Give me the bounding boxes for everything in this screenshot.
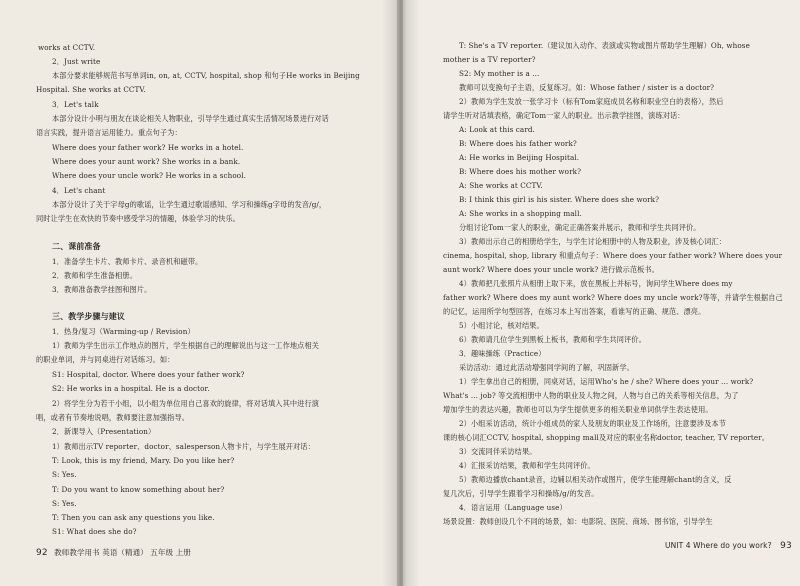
text-line: 2）将学生分为若干小组，以小组为单位用自己喜欢的旋律，将对话填入其中进行演 <box>52 399 320 408</box>
text-line: 5）小组讨论，核对结果。 <box>459 321 544 330</box>
text-line: 3）教师出示自己的相册给学生，与学生讨论相册中的人物及职业，涉及核心词汇： <box>459 237 727 246</box>
text-line: 3．教师准备教学挂图和图片。 <box>52 285 152 294</box>
text-line: A: She works in a shopping mall. <box>459 209 582 218</box>
text-line: 分组讨论Tom一家人的职业，确定正确答案并展示，教师和学生共同评价。 <box>459 223 701 232</box>
text-line: S2: He works in a hospital. He is a doctor. <box>52 384 210 393</box>
text-line: 本部分要求能够规范书写单词in, on, at, CCTV, hospital, shop 和句子He works in Beijing <box>52 71 360 80</box>
text-line: S: Yes. <box>52 499 77 508</box>
text-line: 2）教师为学生发放一张学习卡（标有Tom家庭成员名称和职业空白的表格），然后 <box>459 97 724 106</box>
text-line: 本部分设计小明与朋友在谈论相关人物职业，引导学生通过真实生活情况场景进行对话 <box>52 114 329 123</box>
text-line: Hospital. She works at CCTV. <box>36 85 146 94</box>
text-line: S: Yes. <box>52 470 77 479</box>
text-line: 4．Let's chant <box>52 186 106 195</box>
footer-text: 教师教学用书 英语（精通） 五年级 上册 <box>54 548 191 557</box>
text-line: 复几次后，引导学生跟着学习和操练/g/的发音。 <box>443 489 599 498</box>
text-line: Where does your father work? He works in a hotel. <box>52 143 244 152</box>
right-page <box>403 0 800 586</box>
text-line: 1）教师为学生出示工作地点的图片，学生根据自己的理解说出与这一工作地点相关 <box>52 341 320 350</box>
text-line: T: Then you can ask any questions you like. <box>52 513 215 522</box>
text-line: 2．新课导入（Presentation） <box>52 427 156 436</box>
book-gutter <box>382 0 420 586</box>
text-line: B: Where does his father work? <box>459 139 577 148</box>
text-line: 1）学生拿出自己的相册，同桌对话，运用Who's he / she? Where does your ... work? <box>459 377 754 386</box>
section-heading: 二、课前准备 <box>52 241 101 251</box>
text-line: 1）教师出示TV reporter、doctor、salesperson人物卡片，与学生展开对话： <box>52 442 315 451</box>
text-line: A: Look at this card. <box>459 125 535 134</box>
text-line: mother is a TV reporter? <box>443 55 536 64</box>
text-line: father work? Where does my aunt work? Where does my uncle work?等等，并请学生根据自己 <box>443 293 783 302</box>
text-line: 请学生听对话填表格，确定Tom一家人的职业。出示教学挂图，演练对话： <box>443 111 685 120</box>
left-page <box>0 0 397 586</box>
text-line: 场景设置：教师创设几个不同的场景，如：电影院、医院、商场、图书馆，引导学生 <box>443 517 713 526</box>
text-line: 本部分设计了关于字母g的歌谣，让学生通过歌谣感知、学习和操练g字母的发音/g/， <box>52 200 327 209</box>
text-line: T: Do you want to know something about her? <box>52 485 225 494</box>
text-line: 3）交流同伴采访结果。 <box>459 447 537 456</box>
text-line: 教师可以变换句子主语，反复练习。如：Whose father / sister is a doctor? <box>459 83 715 92</box>
section-heading: 三、教学步骤与建议 <box>52 311 125 321</box>
text-line: 3．Let's talk <box>52 100 99 109</box>
text-line: 增加学生的表达兴趣，教师也可以为学生提供更多的相关职业单词供学生表达使用。 <box>443 405 713 414</box>
text-line: B: I think this girl is his sister. Where does she work? <box>459 195 660 204</box>
text-line: 唱，或者有节奏地说唱，教师要注意加强指导。 <box>36 413 190 422</box>
text-line: Where does your aunt work? She works in a bank. <box>52 157 241 166</box>
text-line: What's ... job? 等交流相册中人物的职业及人物之间，人物与自己的关系等相关信息，为了 <box>443 391 739 400</box>
text-line: 1．热身/复习（Warming-up / Revision） <box>52 327 195 336</box>
text-line: 4．语言运用（Language use） <box>459 503 567 512</box>
page-footer <box>36 548 191 558</box>
text-line: B: Where does his mother work? <box>459 167 582 176</box>
text-line: 2）小组采访活动，统计小组成员的家人及朋友的职业及工作场所，注意要涉及本节 <box>459 419 727 428</box>
page-number: 93 <box>780 541 792 551</box>
text-line: 1．准备学生卡片、教师卡片、录音机和磁带。 <box>52 257 203 266</box>
text-line: A: He works in Beijing Hospital. <box>459 153 580 162</box>
page-number: 92 <box>36 548 48 558</box>
text-line: 5）教师边播放chant录音，边辅以相关动作或图片，使学生能理解chant的含义，反 <box>459 475 732 484</box>
text-line: 采访活动：通过此活动增强同学间的了解，巩固新学。 <box>459 363 634 372</box>
text-line: 3．趣味操练（Practice） <box>459 349 546 358</box>
page-footer <box>665 541 792 551</box>
text-line: works at CCTV. <box>38 43 96 52</box>
text-line: 2．教师和学生准备相册。 <box>52 271 137 280</box>
text-line: Where does your uncle work? He works in a school. <box>52 171 246 180</box>
text-line: 课的核心词汇CCTV, hospital, shopping mall及对应的职业名称doctor, teacher, TV reporter。 <box>443 433 770 442</box>
text-line: 4）汇报采访结果，教师和学生共同评价。 <box>459 461 595 470</box>
text-line: aunt work? Where does your uncle work? 进行做示范板书。 <box>443 265 659 274</box>
text-line: 2．Just write <box>52 57 101 66</box>
text-line: S1: Hospital, doctor. Where does your father work? <box>52 370 245 379</box>
text-line: S1: What does she do? <box>52 527 137 536</box>
text-line: 6）教师请几位学生到黑板上板书，教师和学生共同评价。 <box>459 335 646 344</box>
text-line: T: She's a TV reporter.（建议加入动作、表演或实物或图片帮助学生理解）Oh, whose <box>459 41 750 50</box>
text-line: 的职业单词，并与同桌进行对话练习。如： <box>36 355 175 364</box>
unit-label: UNIT 4 Where do you work? <box>665 541 772 550</box>
text-line: A: She works at CCTV. <box>459 181 543 190</box>
text-line: 语言实践，提升语言运用能力。重点句子为： <box>36 128 182 137</box>
text-line: 4）教师把几张照片从相册上取下来，放在黑板上并标号，询问学生Where does my <box>459 279 733 288</box>
text-line: S2: My mother is a ... <box>459 69 540 78</box>
text-line: T: Look, this is my friend, Mary. Do you like her? <box>52 456 235 465</box>
text-line: cinema, hospital, shop, library 和重点句子：Where does your father work? Where does your <box>443 251 783 260</box>
text-line: 的记忆，运用所学句型回答，在练习本上写出答案，看谁写的正确、规范、漂亮。 <box>443 307 706 316</box>
text-line: 同时让学生在欢快的节奏中感受学习的情趣，体验学习的快乐。 <box>36 214 241 223</box>
